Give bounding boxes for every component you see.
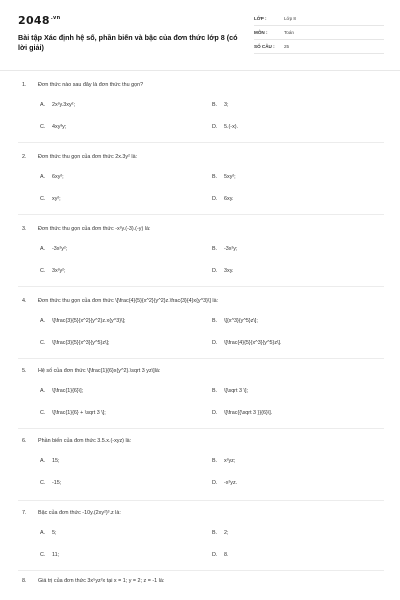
- question-number: 5.: [22, 368, 27, 374]
- option-label: C.: [40, 268, 46, 274]
- option-text: 5.(-x).: [224, 124, 239, 130]
- meta-key: SỐ CÂU :: [254, 44, 275, 49]
- question-divider: [18, 358, 384, 359]
- option-c[interactable]: [40, 196, 61, 202]
- option-label: A.: [40, 530, 46, 536]
- meta-value: 25: [284, 44, 290, 49]
- option-text: 11;: [52, 552, 60, 558]
- option-c[interactable]: [40, 124, 66, 130]
- option-label: A.: [40, 102, 46, 108]
- option-label: D.: [212, 410, 218, 416]
- question-text: Đơn thức thu gọn của đơn thức \[\frac{4}{5}{x^2}{y^2}z.\frac{3}{4}x{y^3}\] là:: [38, 298, 219, 304]
- option-label: D.: [212, 480, 218, 486]
- option-text: -x²yz.: [224, 480, 238, 486]
- option-b[interactable]: [212, 388, 248, 394]
- logo-suffix: .vn: [50, 15, 61, 22]
- meta-key: LỚP :: [254, 16, 267, 21]
- option-label: A.: [40, 246, 46, 252]
- option-text: 5;: [52, 530, 57, 536]
- header-divider: [0, 70, 400, 71]
- option-label: C.: [40, 124, 46, 130]
- option-text: 15;: [52, 458, 60, 464]
- option-label: C.: [40, 340, 46, 346]
- question-text: Hệ số của đơn thức \[\frac{1}{6}x{y^2}.\sqrt 3 yz\]là:: [38, 368, 161, 374]
- option-d[interactable]: [212, 196, 234, 202]
- question-text: Bậc của đơn thức -10y.(2xy²)³.z là:: [38, 510, 121, 516]
- option-label: B.: [212, 388, 218, 394]
- logo-main: 2048: [18, 14, 50, 27]
- option-text: \[\sqrt 3 \];: [224, 388, 248, 394]
- option-label: A.: [40, 318, 46, 324]
- option-d[interactable]: [212, 480, 237, 486]
- option-b[interactable]: [212, 246, 237, 252]
- option-label: B.: [212, 174, 218, 180]
- option-text: \[\frac{1}{6} + \sqrt 3 \];: [52, 410, 106, 416]
- option-text: 3x²y²;: [52, 268, 66, 274]
- option-text: \[\frac{{\sqrt 3 }}{6}\].: [224, 410, 273, 416]
- question-divider: [18, 214, 384, 215]
- question-number: 6.: [22, 438, 27, 444]
- option-label: B.: [212, 102, 218, 108]
- question-divider: [18, 142, 384, 143]
- question-text: Đơn thức thu gọn của đơn thức 2x.3y² là:: [38, 154, 138, 160]
- option-text: 2;: [224, 530, 229, 536]
- option-text: 2x²y.3xy²;: [52, 102, 75, 108]
- question-number: 4.: [22, 298, 27, 304]
- option-text: 8.: [224, 552, 229, 558]
- option-text: 3;: [224, 102, 229, 108]
- option-c[interactable]: [40, 410, 106, 416]
- option-c[interactable]: [40, 480, 61, 486]
- option-text: xy²;: [52, 196, 61, 202]
- option-text: \[\frac{3}{5}{x^3}{y^5}z\];: [52, 340, 110, 346]
- meta-key: MÔN :: [254, 30, 268, 35]
- option-label: A.: [40, 458, 46, 464]
- option-b[interactable]: [212, 458, 235, 464]
- question-number: 2.: [22, 154, 27, 160]
- option-c[interactable]: [40, 340, 110, 346]
- option-b[interactable]: [212, 102, 229, 108]
- option-label: D.: [212, 196, 218, 202]
- option-d[interactable]: [212, 410, 272, 416]
- option-b[interactable]: [212, 174, 236, 180]
- question-number: 1.: [22, 82, 27, 88]
- option-text: x²yz;: [224, 458, 236, 464]
- option-label: C.: [40, 480, 46, 486]
- question-text: Đơn thức thu gọn của đơn thức -x²y.(-3).(-y) là:: [38, 226, 151, 232]
- option-label: D.: [212, 340, 218, 346]
- question-number: 3.: [22, 226, 27, 232]
- option-d[interactable]: [212, 552, 229, 558]
- option-b[interactable]: [212, 318, 258, 324]
- option-text: 3xy.: [224, 268, 234, 274]
- option-label: C.: [40, 552, 46, 558]
- option-label: A.: [40, 174, 46, 180]
- question-text: Giá trị của đơn thức 3x⁵yz²x tại x = 1; y = 2; z = -1 là:: [38, 578, 165, 584]
- option-label: D.: [212, 552, 218, 558]
- option-label: D.: [212, 124, 218, 130]
- option-a[interactable]: [40, 246, 67, 252]
- option-text: 6xy²;: [52, 174, 64, 180]
- option-text: 6xy.: [224, 196, 234, 202]
- meta-row-question-count: [254, 42, 384, 54]
- option-a[interactable]: [40, 174, 64, 180]
- option-a[interactable]: [40, 102, 75, 108]
- option-text: \[\frac{4}{5}{x^3}{y^5}z\].: [224, 340, 282, 346]
- document-header: [18, 14, 384, 64]
- option-a[interactable]: [40, 458, 60, 464]
- question-text: Phần biến của đơn thức 3.5.x.(-xyz) là:: [38, 438, 132, 444]
- question-divider: [18, 570, 384, 571]
- option-text: 5xy²;: [224, 174, 236, 180]
- option-text: 4xy³y;: [52, 124, 67, 130]
- meta-value: Lớp 8: [284, 16, 296, 21]
- question-text: Đơn thức nào sau đây là đơn thức thu gọn?: [38, 82, 144, 88]
- question-number: 8.: [22, 578, 27, 584]
- option-label: B.: [212, 246, 218, 252]
- option-text: -15;: [52, 480, 62, 486]
- option-label: A.: [40, 388, 46, 394]
- option-d[interactable]: [212, 268, 234, 274]
- option-b[interactable]: [212, 530, 229, 536]
- option-d[interactable]: [212, 124, 238, 130]
- meta-row-grade: [254, 14, 384, 26]
- option-text: -3x²y;: [224, 246, 238, 252]
- option-text: \[\frac{1}{6}\];: [52, 388, 84, 394]
- document-title: Bài tập Xác định hệ số, phần biến và bậc của đơn thức lớp 8 (có lời giải): [18, 33, 238, 52]
- option-text: -3x²y²;: [52, 246, 68, 252]
- option-d[interactable]: [212, 340, 282, 346]
- question-divider: [18, 286, 384, 287]
- meta-row-subject: [254, 28, 384, 40]
- option-label: B.: [212, 318, 218, 324]
- option-label: C.: [40, 410, 46, 416]
- option-a[interactable]: [40, 388, 83, 394]
- meta-value: Toán: [284, 30, 294, 35]
- option-c[interactable]: [40, 552, 59, 558]
- option-label: D.: [212, 268, 218, 274]
- option-label: B.: [212, 458, 218, 464]
- question-divider: [18, 500, 384, 501]
- option-text: \[{x^3}{y^5}z\];: [224, 318, 258, 324]
- option-a[interactable]: [40, 318, 126, 324]
- option-a[interactable]: [40, 530, 57, 536]
- site-logo[interactable]: [18, 14, 60, 27]
- option-c[interactable]: [40, 268, 65, 274]
- question-divider: [18, 428, 384, 429]
- option-label: C.: [40, 196, 46, 202]
- option-label: B.: [212, 530, 218, 536]
- question-number: 7.: [22, 510, 27, 516]
- document-meta: [254, 14, 384, 56]
- option-text: \[\frac{3}{5}{x^2}{y^2}z.x{y^3}\];: [52, 318, 126, 324]
